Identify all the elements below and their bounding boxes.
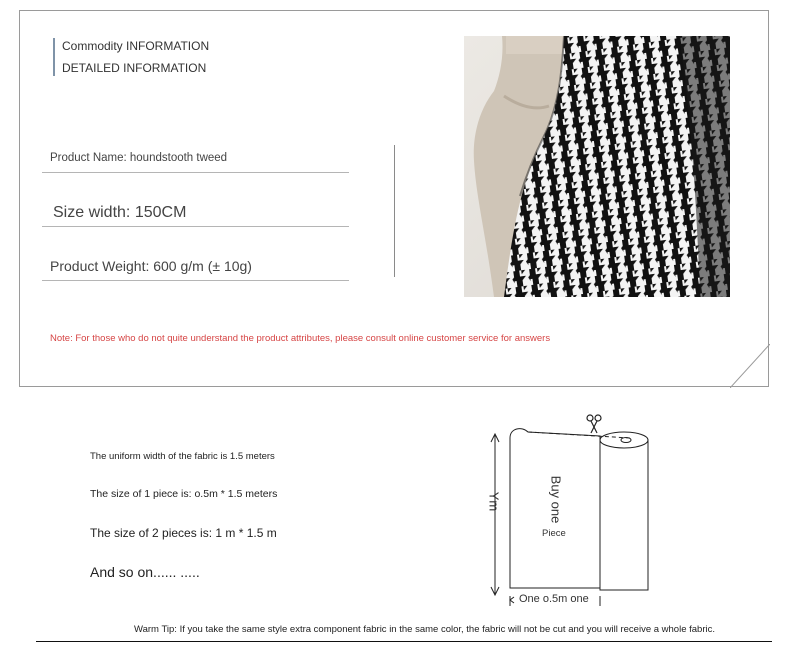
attr-product-name: Product Name: houndstooth tweed — [50, 152, 228, 164]
bottom-rule — [36, 641, 772, 642]
attr-size-width: Size width: 150CM — [53, 204, 187, 221]
diagram-bottom-label: One o.5m one — [519, 593, 589, 605]
size-line-uniform-width: The uniform width of the fabric is 1.5 meters — [90, 451, 275, 462]
size-line-two-pieces: The size of 2 pieces is: 1 m * 1.5 m — [90, 526, 277, 540]
scissors-icon — [585, 414, 603, 434]
diagram-vertical-label: Ym — [486, 491, 502, 512]
heading-detailed-info: DETAILED INFORMATION — [62, 61, 207, 75]
attr-underline — [42, 280, 349, 281]
product-photo — [464, 36, 730, 297]
size-line-one-piece: The size of 1 piece is: o.5m * 1.5 meters — [90, 488, 278, 500]
diagram-roll-label: Buy one — [548, 475, 564, 524]
heading-commodity-info: Commodity INFORMATION — [62, 39, 210, 53]
heading-accent-bar — [53, 38, 55, 76]
fabric-roll-diagram — [480, 410, 660, 610]
vertical-divider — [394, 145, 395, 277]
card-corner-fold — [730, 344, 770, 388]
attr-product-weight: Product Weight: 600 g/m (± 10g) — [50, 258, 252, 274]
diagram-piece-label: Piece — [542, 528, 566, 539]
note-text: Note: For those who do not quite understand the product attributes, please consult online customer service for answers — [50, 333, 551, 344]
attr-underline — [42, 226, 349, 227]
attr-underline — [42, 172, 349, 173]
warm-tip-text: Warm Tip: If you take the same style extra component fabric in the same color, the fabric will not be cut and you will receive a whole fabric. — [134, 624, 715, 635]
size-line-and-so-on: And so on...... ..... — [90, 564, 200, 580]
